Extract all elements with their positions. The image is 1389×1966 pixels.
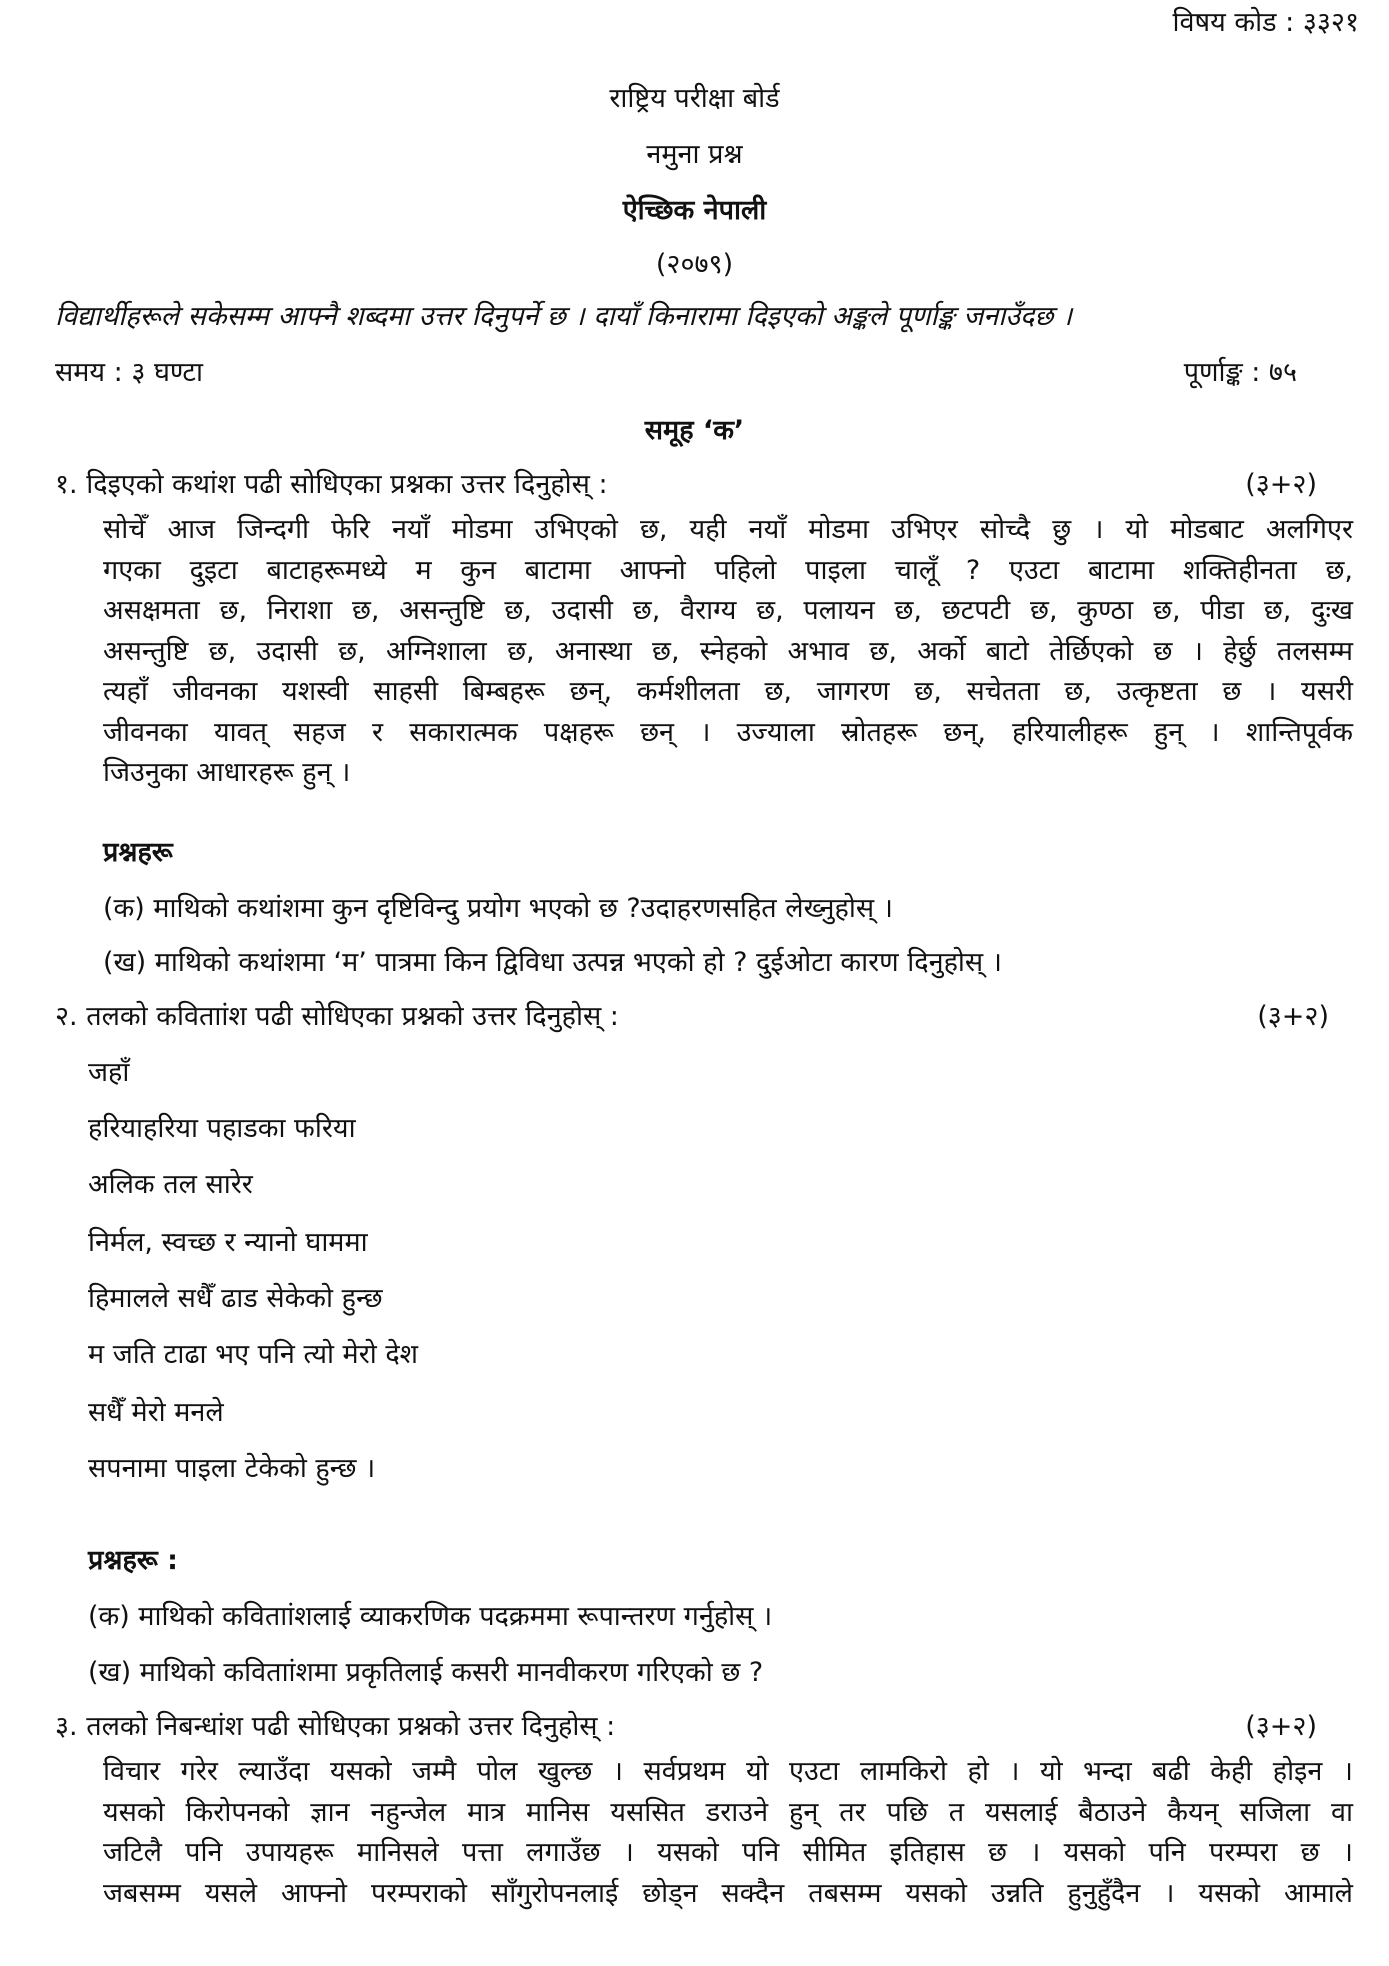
poem-line: म जति टाढा भए पनि त्यो मेरो देश xyxy=(88,1339,419,1370)
question-2-questions-label: प्रश्नहरू : xyxy=(88,1545,178,1576)
passage-line: असक्षमता छ, निराशा छ, असन्तुष्टि छ, उदासी छ, वैराग्य छ, पलायन छ, छटपटी छ, कुण्ठा छ, पीडा छ, दुःख xyxy=(103,595,1353,626)
question-2-sub-a: (क) माथिको कविताांशलाई व्याकरणिक पदक्रममा रूपान्तरण गर्नुहोस् । xyxy=(88,1601,773,1632)
passage-line: गएका दुइटा बाटाहरूमध्ये म कुन बाटामा आफ्नो पहिलो पाइला चालूँ ? एउटा बाटामा शक्तिहीनता छ, xyxy=(103,554,1353,586)
group-heading: समूह ‘क’ xyxy=(644,415,745,446)
question-1-passage xyxy=(103,510,1353,794)
subject-title: ऐच्छिक नेपाली xyxy=(622,195,767,226)
question-1-sub-a: (क) माथिको कथांशमा कुन दृष्टिविन्दु प्रयोग भएको छ ?उदाहरणसहित लेख्नुहोस् । xyxy=(103,893,893,924)
passage-line: सोचेँ आज जिन्दगी फेरि नयाँ मोडमा उभिएको छ, यही नयाँ मोडमा उभिएर सोच्दै छु । यो मोडबाट अलगिएर xyxy=(103,514,1353,545)
question-2-sub-b: (ख) माथिको कविताांशमा प्रकृतिलाई कसरी मानवीकरण गरिएको छ ? xyxy=(88,1657,764,1688)
question-2-marks: (३+२) xyxy=(1257,1001,1329,1032)
poem-line: हिमालले सधैँ ढाड सेकेको हुन्छ xyxy=(88,1283,383,1314)
question-3-marks: (३+२) xyxy=(1245,1711,1317,1742)
poem-line: सपनामा पाइला टेकेको हुन्छ । xyxy=(88,1453,376,1484)
full-marks: पूर्णाङ्क : ७५ xyxy=(1183,357,1297,388)
poem-line: निर्मल, स्वच्छ र न्यानो घाममा xyxy=(88,1227,368,1258)
poem-line: अलिक तल सारेर xyxy=(88,1169,253,1200)
exam-year: (२०७९) xyxy=(655,249,734,280)
subject-code: विषय कोड : ३३२१ xyxy=(1172,7,1359,38)
poem-line: हरियाहरिया पहाडका फरिया xyxy=(88,1113,356,1144)
poem-line: जहाँ xyxy=(88,1057,130,1088)
passage-line: असन्तुष्टि छ, उदासी छ, अग्निशाला छ, अनास्था छ, स्नेहको अभाव छ, अर्को बाटो तेर्छिएको छ । हेर्छु तलसम्म xyxy=(103,635,1353,667)
instruction-text: विद्यार्थीहरूले सकेसम्म आफ्नै शब्दमा उत्तर दिनुपर्ने छ । दायाँ किनारामा दिइएको अङ्कले पूर्णाङ्क जनाउँदछ । xyxy=(55,301,1073,332)
passage-line: जिउनुका आधारहरू हुन् । xyxy=(103,757,351,788)
passage-line: जटिलै पनि उपायहरू मानिसले पत्ता लगाउँछ । यसको पनि सीमित इतिहास छ । यसको पनि परम्परा छ । xyxy=(103,1837,1353,1868)
question-1-sub-b: (ख) माथिको कथांशमा ‘म’ पात्रमा किन द्विविधा उत्पन्न भएको हो ? दुईओटा कारण दिनुहोस् । xyxy=(103,947,1002,978)
board-name: राष्ट्रिय परीक्षा बोर्ड xyxy=(609,83,780,114)
document-type: नमुना प्रश्न xyxy=(646,139,743,170)
poem-line: सधैँ मेरो मनले xyxy=(88,1397,224,1428)
passage-line: जीवनका यावत् सहज र सकारात्मक पक्षहरू छन् । उज्याला स्रोतहरू छन्, हरियालीहरू हुन् । शान्तिपूर्वक xyxy=(103,716,1353,748)
question-1-questions-label: प्रश्नहरू xyxy=(103,837,173,868)
question-3: ३. तलको निबन्धांश पढी सोधिएका प्रश्नको उत्तर दिनुहोस् : xyxy=(55,1711,616,1742)
passage-line: यसको किरोपनको ज्ञान नहुन्जेल मात्र मानिस यससित डराउने हुन् तर पछि त यसलाई बैठाउने कैयन् सजिला वा xyxy=(103,1796,1353,1828)
passage-line: जबसम्म यसले आफ्नो परम्पराको साँगुरोपनलाई छोड्न सक्दैन तबसम्म यसको उन्नति हुनुहुँदैन । यसको आमाले xyxy=(103,1877,1353,1909)
question-1-marks: (३+२) xyxy=(1245,469,1317,500)
question-3-passage xyxy=(103,1752,1353,1914)
question-1: १. दिइएको कथांश पढी सोधिएका प्रश्नका उत्तर दिनुहोस् : xyxy=(55,469,608,500)
time-label: समय : ३ घण्टा xyxy=(55,357,204,388)
question-2: २. तलको कविताांश पढी सोधिएका प्रश्नको उत्तर दिनुहोस् : xyxy=(55,1001,619,1032)
passage-line: विचार गरेर ल्याउँदा यसको जम्मै पोल खुल्छ । सर्वप्रथम यो एउटा लामकिरो हो । यो भन्दा बढी केही होइन । xyxy=(103,1756,1353,1787)
passage-line: त्यहाँ जीवनका यशस्वी साहसी बिम्बहरू छन्, कर्मशीलता छ, जागरण छ, सचेतता छ, उत्कृष्टता छ । यसरी xyxy=(103,676,1353,707)
